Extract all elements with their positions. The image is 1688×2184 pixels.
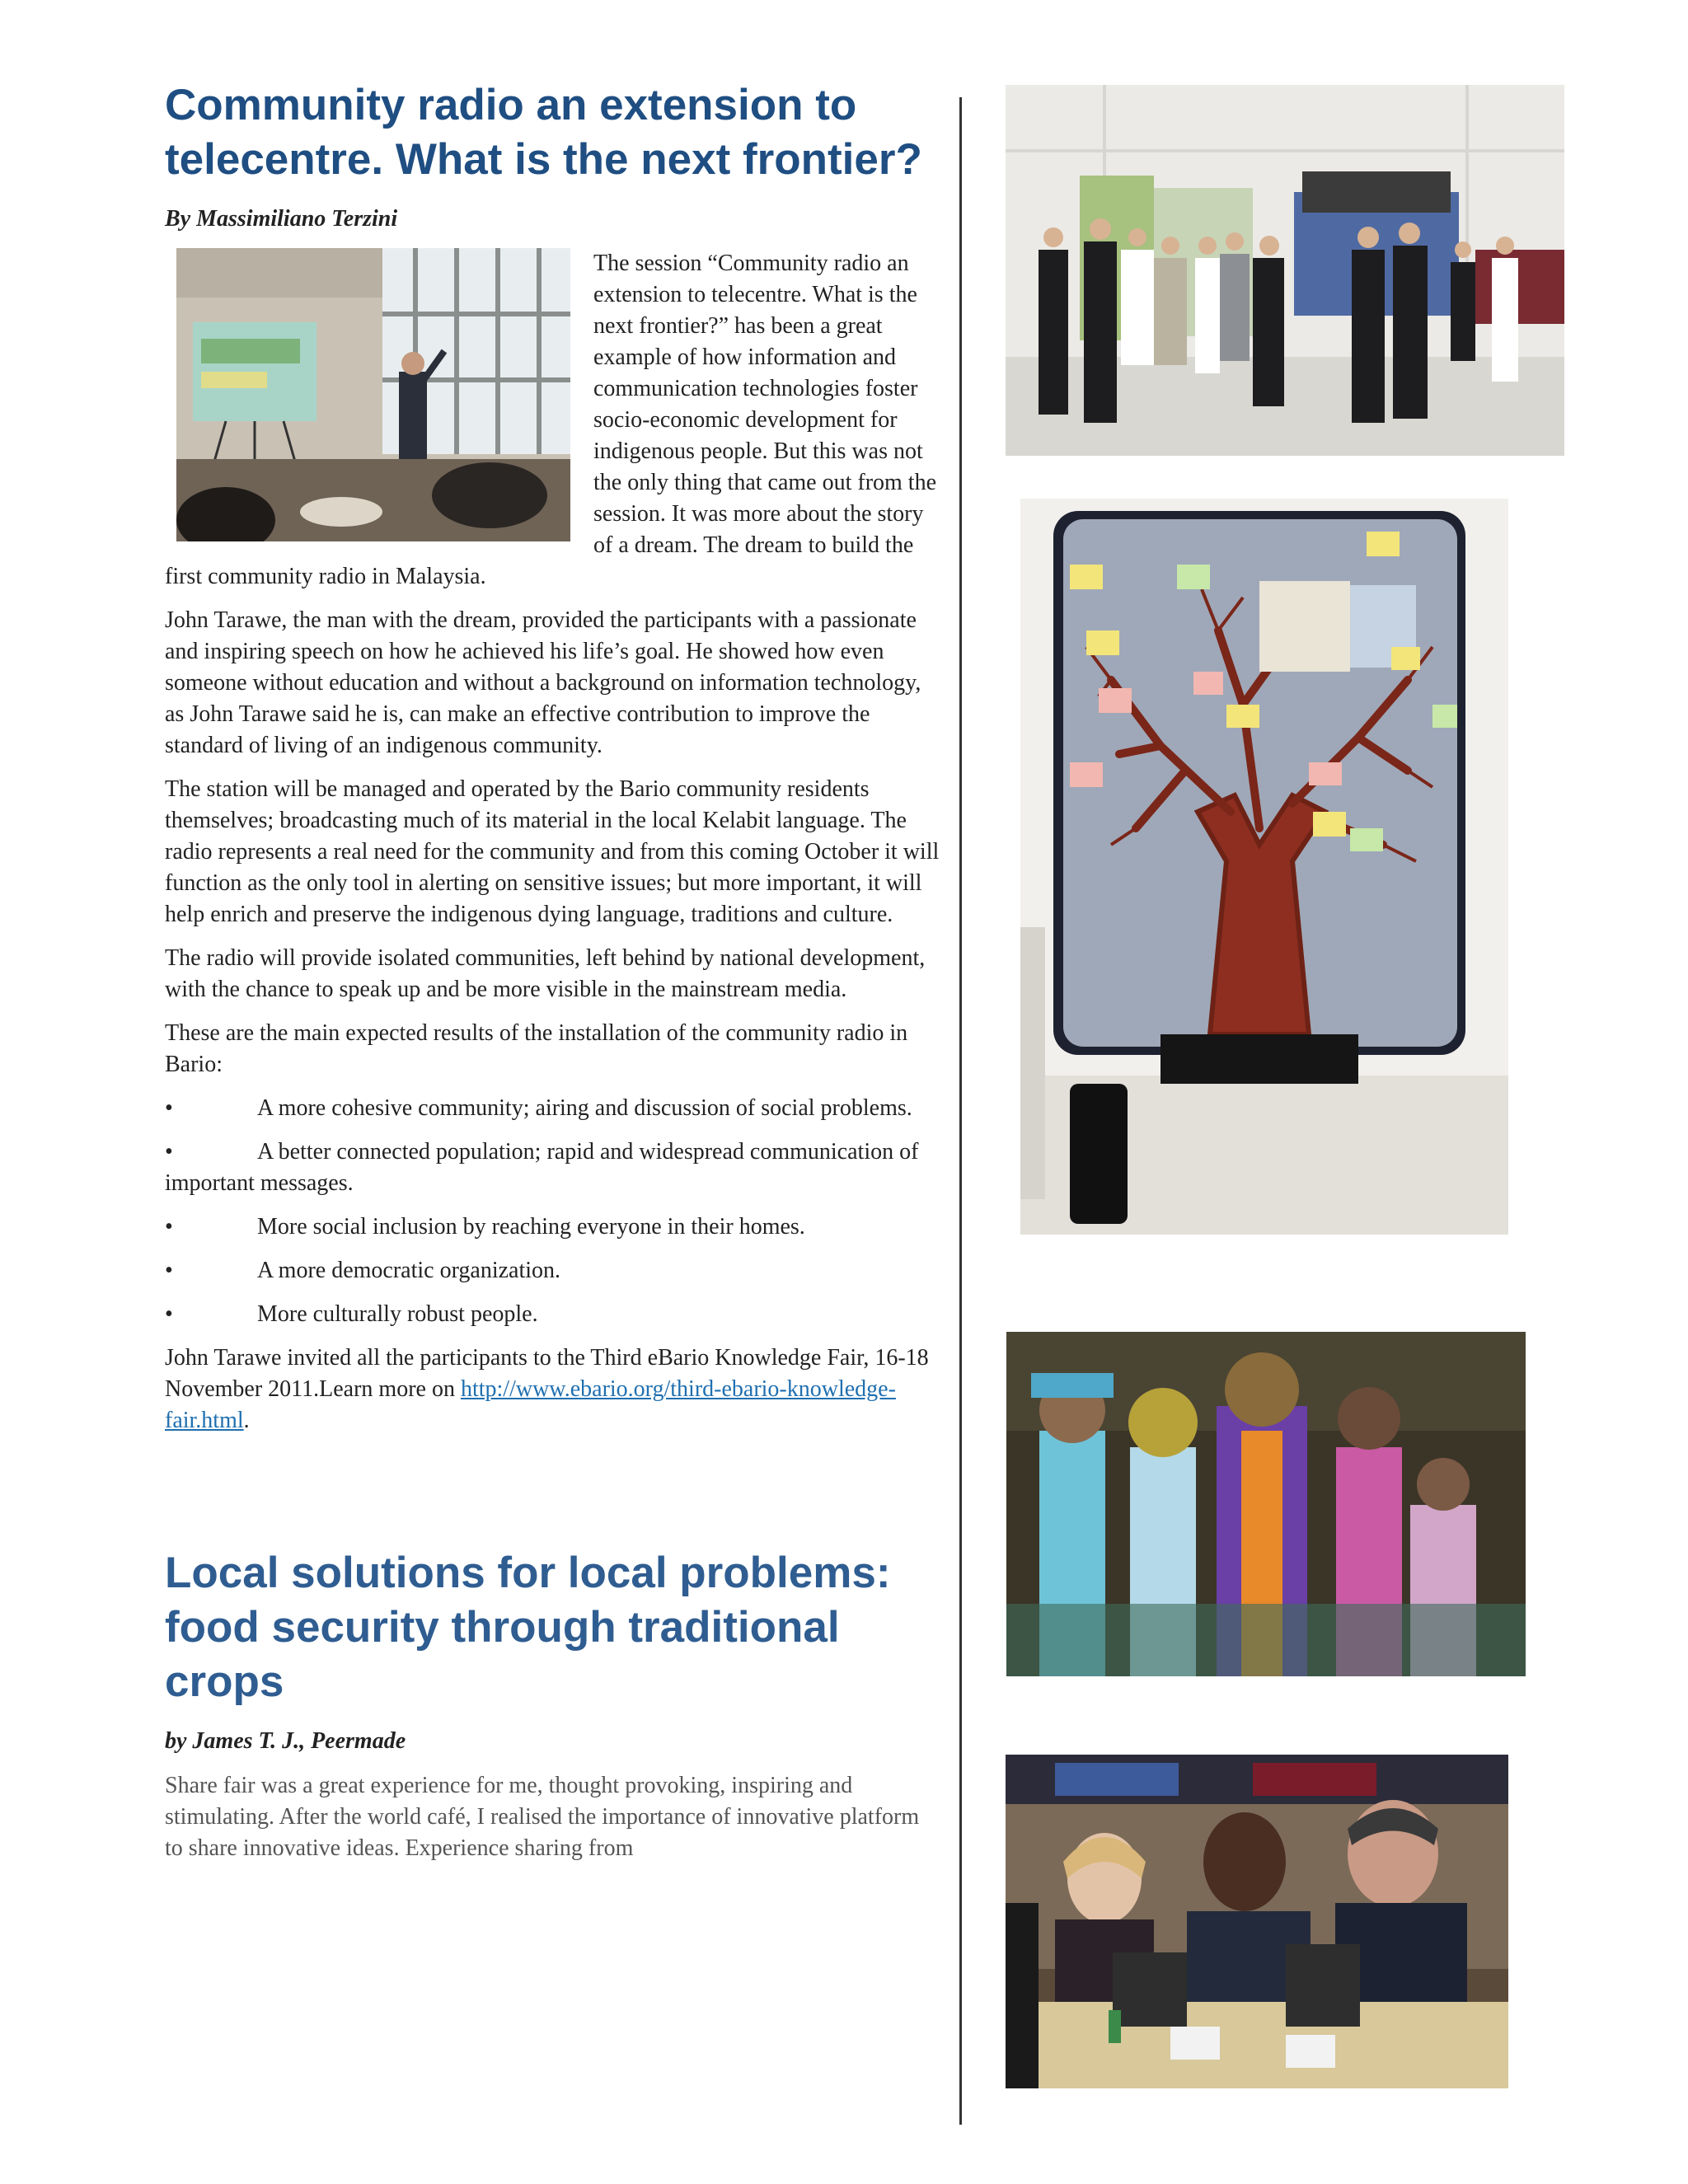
tree-board-photo	[1020, 499, 1508, 1235]
list-item: • A more democratic organization.	[165, 1258, 561, 1283]
list-item: • More culturally robust people.	[165, 1301, 538, 1327]
list-item: • A more cohesive community; airing and discussion of social problems.	[165, 1095, 912, 1121]
article1-paragraph-1: The session “Community radio an extension to telecentre. What is the next frontier?” has been a great example of how information and communication technologies foster socio-economic development for indigenous people. But this was not the only thing that came out from the session. It was more about the story of a dream. The dream to build the first community radio in Malaysia.	[165, 251, 937, 589]
article2-paragraph-1: Share fair was a great experience for me, thought provoking, inspiring and stimulating. After the world café, I realised the importance of innovative platform to share innovative ideas. Experience sharing from	[165, 1773, 920, 1861]
panel-discussion-photo	[1006, 1755, 1508, 2088]
article1-paragraph-5: These are the main expected results of the installation of the community radio in Bario:	[165, 1020, 908, 1077]
left-column	[165, 78, 940, 1877]
column-divider	[959, 97, 962, 2125]
projected-illustration-photo	[1006, 1332, 1526, 1676]
article1-title: Community radio an extension to telecentre. What is the next frontier?	[165, 81, 922, 184]
article1-closing: John Tarawe invited all the participants to the Third eBario Knowledge Fair, 16-18 November 2011.Learn more on http://www.ebario.org/third-ebario-knowledge-fair.html.	[165, 1345, 929, 1433]
list-item: • A better connected population; rapid and widespread communication of important messages.	[165, 1139, 919, 1196]
article1-paragraph-2: John Tarawe, the man with the dream, provided the participants with a passionate and inspiring speech on how he achieved his life’s goal. He showed how even someone without education and without a background on information technology, as John Tarawe said he is, can make an effective contribution to improve the standard of living of an indigenous community.	[165, 607, 921, 758]
article2-byline: by James T. J., Peermade	[165, 1728, 406, 1754]
article1-byline: By Massimiliano Terzini	[165, 206, 398, 232]
exhibition-booth-photo	[1006, 85, 1564, 456]
article2-title: Local solutions for local problems: food security through traditional crops	[165, 1549, 891, 1706]
results-list	[165, 1093, 940, 1330]
list-item: • More social inclusion by reaching everyone in their homes.	[165, 1214, 805, 1240]
article1-paragraph-4: The radio will provide isolated communities, left behind by national development, with the chance to speak up and be more visible in the mainstream media.	[165, 945, 926, 1002]
presentation-photo	[176, 248, 570, 541]
ebario-fair-link[interactable]: http://www.ebario.org/third-ebario-knowledge-fair.html	[165, 1376, 896, 1433]
article1-paragraph-3: The station will be managed and operated by the Bario community residents themselves; broadcasting much of its material in the local Kelabit language. The radio represents a real need for the community and from this coming October it will function as the only tool in alerting on sensitive issues; but more important, it will help enrich and preserve the indigenous dying language, traditions and culture.	[165, 776, 940, 927]
